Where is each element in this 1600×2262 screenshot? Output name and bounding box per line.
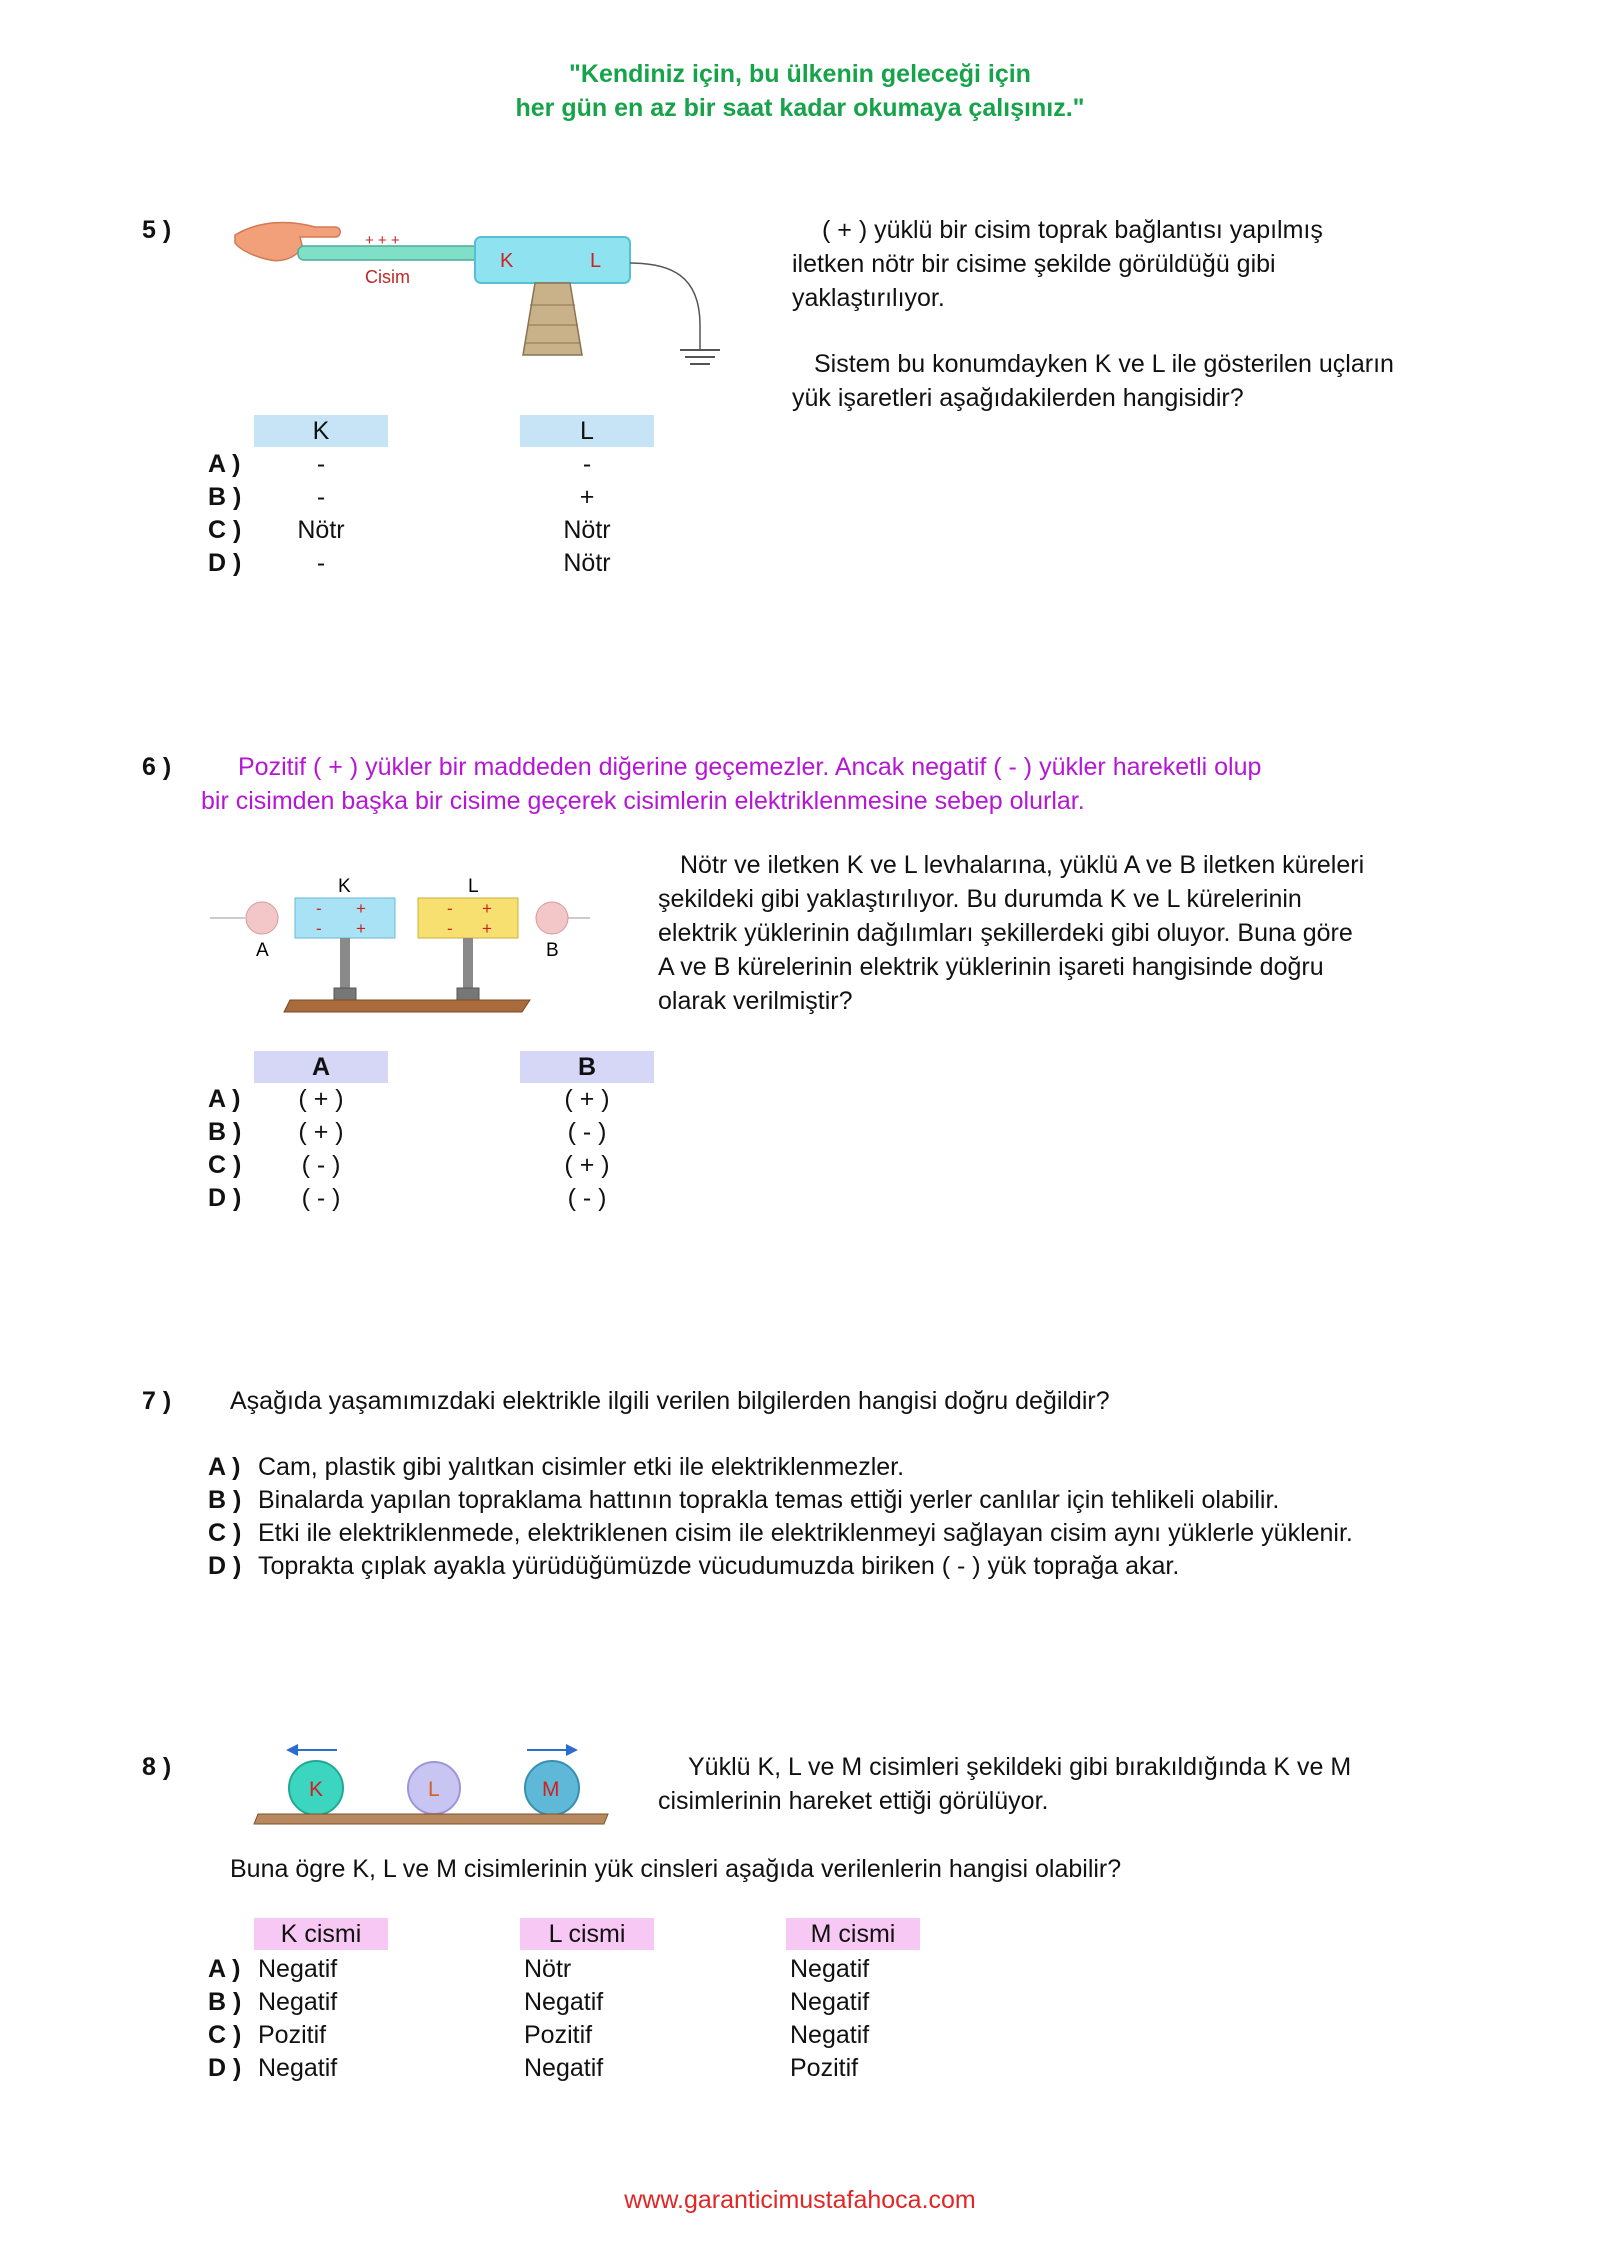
plate-k [295, 898, 395, 938]
option-text: Toprakta çıplak ayakla yürüdüğümüzde vücudumuzda biriken ( - ) yük toprağa akar. [258, 1552, 1180, 1580]
option-k-value: Negatif [258, 1955, 338, 1983]
option-letter: B ) [208, 1988, 242, 2016]
q6-text-line: Nötr ve iletken K ve L levhalarına, yüklü A ve B iletken küreleri [680, 851, 1365, 879]
q6-text-line: olarak verilmiştir? [658, 987, 853, 1015]
q5-options [208, 450, 668, 582]
q6-text-line: şekildeki gibi yaklaştırılıyor. Bu durumda K ve L kürelerinin [658, 885, 1302, 913]
svg-text:-: - [447, 919, 453, 938]
sphere-a [246, 902, 278, 934]
option-letter: A ) [208, 1453, 241, 1481]
option-row[interactable] [208, 1184, 668, 1217]
svg-text:+: + [356, 899, 366, 918]
svg-text:-: - [447, 899, 453, 918]
sphere-m-label: M [542, 1778, 560, 1801]
option-row[interactable] [208, 2018, 968, 2051]
q8-text-line: cisimlerinin hareket ettiği görülüyor. [658, 1787, 1049, 1815]
option-letter: D ) [208, 2054, 242, 2082]
motto-line-1: "Kendiniz için, bu ülkenin geleceği için [569, 60, 1031, 88]
option-row[interactable] [208, 1985, 968, 2018]
q8-figure [252, 1736, 612, 1826]
option-text: Cam, plastik gibi yalıtkan cisimler etki ile elektriklenmezler. [258, 1453, 905, 1481]
q6-intro-line-1: Pozitif ( + ) yükler bir maddeden diğerine geçemezler. Ancak negatif ( - ) yükler hareketli olup [238, 753, 1262, 781]
ground-wire [630, 263, 700, 350]
option-text: Binalarda yapılan topraklama hattının toprakla temas ettiği yerler canlılar için tehlikeli olabilir. [258, 1486, 1280, 1514]
q5-text-line: yaklaştırılıyor. [792, 284, 945, 312]
option-row[interactable] [208, 1483, 1588, 1516]
option-a-value: ( - ) [301, 1184, 341, 1212]
rod-charges: + + + [365, 232, 400, 249]
option-m-value: Negatif [790, 1988, 870, 2016]
q8-options [208, 1952, 968, 2084]
base-board [254, 1814, 608, 1824]
q5-text-line: iletken nötr bir cisime şekilde görüldüğü gibi [792, 250, 1276, 278]
q6-intro-line-2: bir cisimden başka bir cisime geçerek cisimlerin elektriklenmesine sebep olurlar. [201, 787, 1085, 815]
option-row[interactable] [208, 549, 668, 582]
option-b-value: ( - ) [567, 1118, 607, 1146]
motto-line-2: her gün en az bir saat kadar okumaya çalışınız." [515, 94, 1085, 122]
option-l-value: Nötr [524, 1955, 572, 1983]
q5-figure [230, 215, 730, 375]
q6-text-line: A ve B kürelerinin elektrik yüklerinin işareti hangisinde doğru [658, 953, 1324, 981]
option-letter: A ) [208, 1955, 241, 1983]
option-row[interactable] [208, 1549, 1588, 1582]
plate-k-label: K [338, 876, 351, 897]
question-5-number: 5 ) [142, 216, 172, 244]
option-row[interactable] [208, 1450, 1588, 1483]
option-letter: C ) [208, 2021, 242, 2049]
option-letter: C ) [208, 516, 242, 544]
rod-label: Cisim [365, 267, 410, 287]
sphere-b [536, 902, 568, 934]
option-l-value: Pozitif [524, 2021, 593, 2049]
option-l-value: Negatif [524, 1988, 604, 2016]
option-letter: D ) [208, 1552, 242, 1580]
option-m-value: Negatif [790, 1955, 870, 1983]
option-letter: B ) [208, 1486, 242, 1514]
option-row[interactable] [208, 483, 668, 516]
sphere-l-label: L [428, 1778, 440, 1801]
conductor-l-label: L [590, 250, 602, 272]
q8-header-m: M cismi [786, 1918, 920, 1950]
option-b-value: ( - ) [567, 1184, 607, 1212]
sphere-b-label: B [546, 940, 559, 961]
option-row[interactable] [208, 1952, 968, 1985]
option-b-value: ( + ) [564, 1085, 610, 1113]
option-k-value: Negatif [258, 2054, 338, 2082]
option-k-value: - [316, 450, 326, 478]
option-k-value: - [316, 483, 326, 511]
option-m-value: Negatif [790, 2021, 870, 2049]
option-a-value: ( - ) [301, 1151, 341, 1179]
option-m-value: Pozitif [790, 2054, 859, 2082]
option-row[interactable] [208, 1516, 1588, 1549]
option-text: Etki ile elektriklenmede, elektriklenen cisim ile elektriklenmeyi sağlayan cisim aynı yüklerle yüklenir. [258, 1519, 1353, 1547]
q6-header-b: B [520, 1051, 654, 1083]
conductor-k-label: K [500, 250, 514, 272]
question-8-number: 8 ) [142, 1753, 172, 1781]
q8-question: Buna ögre K, L ve M cisimlerinin yük cinsleri aşağıda verilenlerin hangisi olabilir? [230, 1855, 1122, 1883]
option-a-value: ( + ) [298, 1118, 344, 1146]
q6-header-a: A [254, 1051, 388, 1083]
svg-text:-: - [316, 919, 322, 938]
option-l-value: + [579, 483, 595, 511]
q5-text-line: Sistem bu konumdayken K ve L ile gösterilen uçların [814, 350, 1394, 378]
svg-text:+: + [482, 899, 492, 918]
svg-text:+: + [482, 919, 492, 938]
option-letter: A ) [208, 450, 241, 478]
q6-text [658, 848, 1558, 1018]
q7-question: Aşağıda yaşamımızdaki elektrikle ilgili verilen bilgilerden hangisi doğru değildir? [230, 1387, 1110, 1415]
q6-text-line: elektrik yüklerinin dağılımları şekillerdeki gibi oluyor. Buna göre [658, 919, 1353, 947]
option-row[interactable] [208, 516, 668, 549]
option-letter: B ) [208, 483, 242, 511]
option-k-value: - [316, 549, 326, 577]
q7-options [208, 1450, 1588, 1582]
question-7-number: 7 ) [142, 1387, 172, 1415]
q5-text-line: yük işaretleri aşağıdakilerden hangisidir? [792, 384, 1244, 412]
base-board [284, 1000, 530, 1012]
option-row[interactable] [208, 2051, 968, 2084]
option-a-value: ( + ) [298, 1085, 344, 1113]
q6-options [208, 1085, 668, 1217]
insulator-stand [523, 283, 582, 355]
q5-text [792, 213, 1492, 415]
q8-text [658, 1750, 1558, 1818]
plate-l-label: L [468, 876, 479, 897]
option-row[interactable] [208, 1085, 668, 1118]
option-letter: B ) [208, 1118, 242, 1146]
footer-website-link[interactable]: www.garanticimustafahoca.com [624, 2186, 976, 2214]
option-l-value: Nötr [563, 549, 611, 577]
option-row[interactable] [208, 1151, 668, 1184]
q5-text-line: ( + ) yüklü bir cisim toprak bağlantısı yapılmış [822, 216, 1323, 244]
option-row[interactable] [208, 450, 668, 483]
option-l-value: - [582, 450, 592, 478]
question-6-number: 6 ) [142, 753, 172, 781]
option-l-value: Nötr [563, 516, 611, 544]
option-letter: C ) [208, 1519, 242, 1547]
svg-text:+: + [356, 919, 366, 938]
option-k-value: Nötr [297, 516, 345, 544]
q8-header-l: L cismi [520, 1918, 654, 1950]
q6-figure [210, 870, 590, 1020]
option-l-value: Negatif [524, 2054, 604, 2082]
q8-header-k: K cismi [254, 1918, 388, 1950]
option-letter: D ) [208, 549, 242, 577]
sphere-a-label: A [256, 940, 269, 961]
option-k-value: Pozitif [258, 2021, 327, 2049]
option-b-value: ( + ) [564, 1151, 610, 1179]
q5-header-l: L [520, 415, 654, 447]
conductor-body [475, 237, 630, 283]
option-letter: D ) [208, 1184, 242, 1212]
option-letter: A ) [208, 1085, 241, 1113]
option-letter: C ) [208, 1151, 242, 1179]
q5-header-k: K [254, 415, 388, 447]
plate-l [418, 898, 518, 938]
option-k-value: Negatif [258, 1988, 338, 2016]
option-row[interactable] [208, 1118, 668, 1151]
svg-text:-: - [316, 899, 322, 918]
q8-text-line: Yüklü K, L ve M cisimleri şekildeki gibi bırakıldığında K ve M [688, 1753, 1352, 1781]
sphere-k-label: K [309, 1778, 324, 1801]
